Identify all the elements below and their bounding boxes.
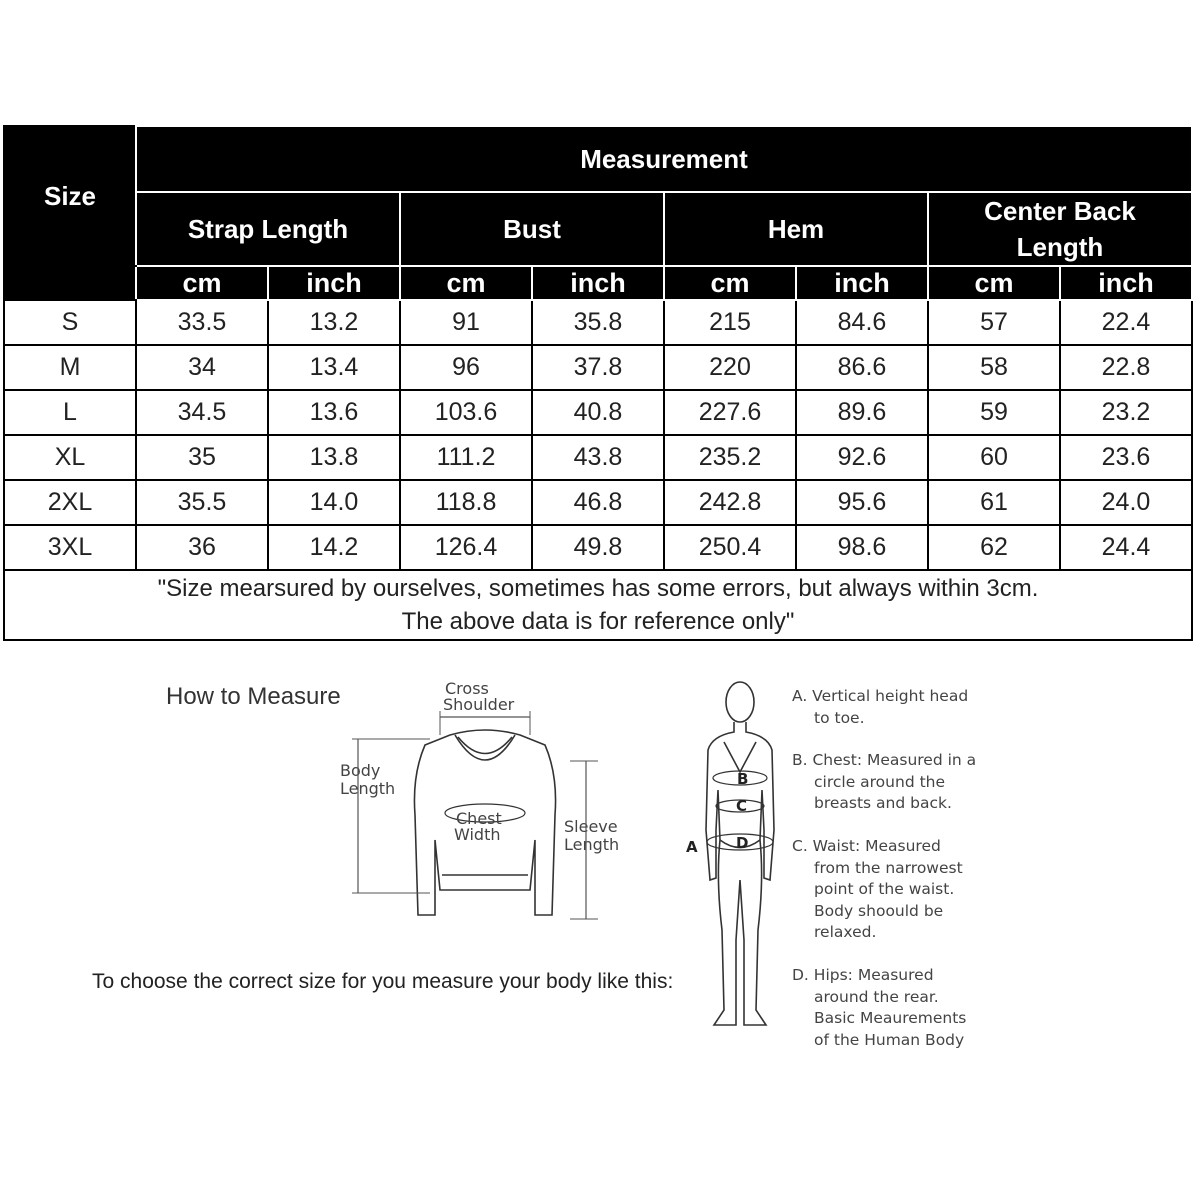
value-cell: 250.4 bbox=[664, 525, 796, 570]
value-cell: 59 bbox=[928, 390, 1060, 435]
value-cell: 57 bbox=[928, 300, 1060, 345]
value-cell: 89.6 bbox=[796, 390, 928, 435]
value-cell: 33.5 bbox=[136, 300, 268, 345]
value-cell: 24.4 bbox=[1060, 525, 1192, 570]
table-row bbox=[4, 480, 1192, 525]
marker-a: A bbox=[686, 838, 698, 856]
value-cell: 227.6 bbox=[664, 390, 796, 435]
unit-header: inch bbox=[532, 266, 664, 300]
value-cell: 91 bbox=[400, 300, 532, 345]
size-header: Size bbox=[4, 126, 136, 266]
table-row bbox=[4, 390, 1192, 435]
legend-b-line-1: B. Chest: Measured in a bbox=[792, 751, 977, 770]
unit-header: cm bbox=[136, 266, 268, 300]
unit-header: cm bbox=[664, 266, 796, 300]
value-cell: 49.8 bbox=[532, 525, 664, 570]
size-cell: 2XL bbox=[4, 480, 136, 525]
value-cell: 22.8 bbox=[1060, 345, 1192, 390]
body-length-label-1: Body bbox=[340, 761, 381, 780]
note-line-1: "Size mearsured by ourselves, sometimes has some errors, but always within 3cm. bbox=[157, 575, 1039, 602]
center-back-line2: Length bbox=[1016, 232, 1104, 262]
body-figure-diagram bbox=[680, 680, 790, 1040]
garment-measure-diagram bbox=[330, 675, 620, 930]
bust-header: Bust bbox=[400, 192, 664, 266]
size-cell: S bbox=[4, 300, 136, 345]
value-cell: 13.2 bbox=[268, 300, 400, 345]
value-cell: 34 bbox=[136, 345, 268, 390]
size-chart-table bbox=[3, 125, 1193, 641]
legend-d-line-1: D. Hips: Measured bbox=[792, 965, 934, 984]
value-cell: 96 bbox=[400, 345, 532, 390]
value-cell: 58 bbox=[928, 345, 1060, 390]
marker-c: C bbox=[736, 797, 748, 815]
value-cell: 111.2 bbox=[400, 435, 532, 480]
legend-b-line-3: breasts and back. bbox=[814, 794, 952, 813]
marker-d: D bbox=[736, 834, 749, 852]
value-cell: 13.8 bbox=[268, 435, 400, 480]
value-cell: 92.6 bbox=[796, 435, 928, 480]
value-cell: 40.8 bbox=[532, 390, 664, 435]
value-cell: 95.6 bbox=[796, 480, 928, 525]
legend-d-line-3: Basic Meaurements bbox=[814, 1009, 967, 1028]
strap-length-header: Strap Length bbox=[136, 192, 400, 266]
cross-shoulder-label-2: Shoulder bbox=[443, 695, 515, 714]
value-cell: 215 bbox=[664, 300, 796, 345]
legend-a-line-2: to toe. bbox=[814, 708, 865, 727]
unit-header: cm bbox=[400, 266, 532, 300]
marker-b: B bbox=[737, 770, 749, 788]
value-cell: 43.8 bbox=[532, 435, 664, 480]
sleeve-length-label-2: Length bbox=[564, 835, 620, 854]
value-cell: 13.6 bbox=[268, 390, 400, 435]
size-cell: XL bbox=[4, 435, 136, 480]
value-cell: 22.4 bbox=[1060, 300, 1192, 345]
table-row bbox=[4, 525, 1192, 570]
center-back-line1: Center Back bbox=[984, 196, 1136, 226]
sleeve-length-label-1: Sleeve bbox=[564, 817, 618, 836]
measurement-legend bbox=[792, 686, 1002, 1072]
value-cell: 46.8 bbox=[532, 480, 664, 525]
value-cell: 235.2 bbox=[664, 435, 796, 480]
table-row bbox=[4, 345, 1192, 390]
choose-size-instruction: To choose the correct size for you measure your body like this: bbox=[92, 970, 674, 993]
value-cell: 84.6 bbox=[796, 300, 928, 345]
unit-header: inch bbox=[796, 266, 928, 300]
value-cell: 61 bbox=[928, 480, 1060, 525]
note-line-2: The above data is for reference only" bbox=[401, 608, 795, 635]
value-cell: 13.4 bbox=[268, 345, 400, 390]
value-cell: 62 bbox=[928, 525, 1060, 570]
size-disclaimer-note bbox=[4, 570, 1192, 640]
legend-c-line-4: Body shoould be bbox=[814, 901, 944, 920]
value-cell: 35.5 bbox=[136, 480, 268, 525]
value-cell: 220 bbox=[664, 345, 796, 390]
value-cell: 14.0 bbox=[268, 480, 400, 525]
center-back-length-header bbox=[928, 192, 1192, 266]
value-cell: 36 bbox=[136, 525, 268, 570]
value-cell: 35 bbox=[136, 435, 268, 480]
chest-width-label-2: Width bbox=[454, 825, 501, 844]
table-row bbox=[4, 435, 1192, 480]
value-cell: 103.6 bbox=[400, 390, 532, 435]
how-to-measure-title: How to Measure bbox=[166, 683, 341, 710]
unit-header: inch bbox=[1060, 266, 1192, 300]
legend-item-c bbox=[792, 836, 1002, 944]
value-cell: 126.4 bbox=[400, 525, 532, 570]
size-cell: M bbox=[4, 345, 136, 390]
body-length-label-2: Length bbox=[340, 779, 396, 798]
chest-width-label-1: Chest bbox=[456, 809, 502, 828]
size-cell: 3XL bbox=[4, 525, 136, 570]
body-outline bbox=[706, 682, 774, 1025]
value-cell: 34.5 bbox=[136, 390, 268, 435]
legend-d-line-2: around the rear. bbox=[814, 987, 939, 1006]
value-cell: 37.8 bbox=[532, 345, 664, 390]
table-row bbox=[4, 300, 1192, 345]
size-header-spacer bbox=[4, 266, 136, 300]
size-cell: L bbox=[4, 390, 136, 435]
legend-item-b bbox=[792, 750, 1002, 815]
legend-item-a bbox=[792, 686, 1002, 729]
unit-header: inch bbox=[268, 266, 400, 300]
value-cell: 98.6 bbox=[796, 525, 928, 570]
legend-b-line-2: circle around the bbox=[814, 772, 946, 791]
value-cell: 14.2 bbox=[268, 525, 400, 570]
value-cell: 35.8 bbox=[532, 300, 664, 345]
value-cell: 24.0 bbox=[1060, 480, 1192, 525]
legend-d-line-4: of the Human Body bbox=[814, 1030, 965, 1049]
cross-shoulder-label-1: Cross bbox=[445, 679, 489, 698]
legend-item-d bbox=[792, 965, 1002, 1051]
legend-c-line-2: from the narrowest bbox=[814, 858, 963, 877]
legend-a-line-1: A. Vertical height head bbox=[792, 687, 969, 705]
legend-c-line-1: C. Waist: Measured bbox=[792, 836, 941, 855]
value-cell: 60 bbox=[928, 435, 1060, 480]
value-cell: 23.6 bbox=[1060, 435, 1192, 480]
legend-c-line-5: relaxed. bbox=[814, 923, 877, 942]
unit-header: cm bbox=[928, 266, 1060, 300]
hem-header: Hem bbox=[664, 192, 928, 266]
legend-c-line-3: point of the waist. bbox=[814, 880, 955, 899]
value-cell: 23.2 bbox=[1060, 390, 1192, 435]
value-cell: 86.6 bbox=[796, 345, 928, 390]
measurement-header: Measurement bbox=[136, 126, 1192, 192]
value-cell: 118.8 bbox=[400, 480, 532, 525]
value-cell: 242.8 bbox=[664, 480, 796, 525]
